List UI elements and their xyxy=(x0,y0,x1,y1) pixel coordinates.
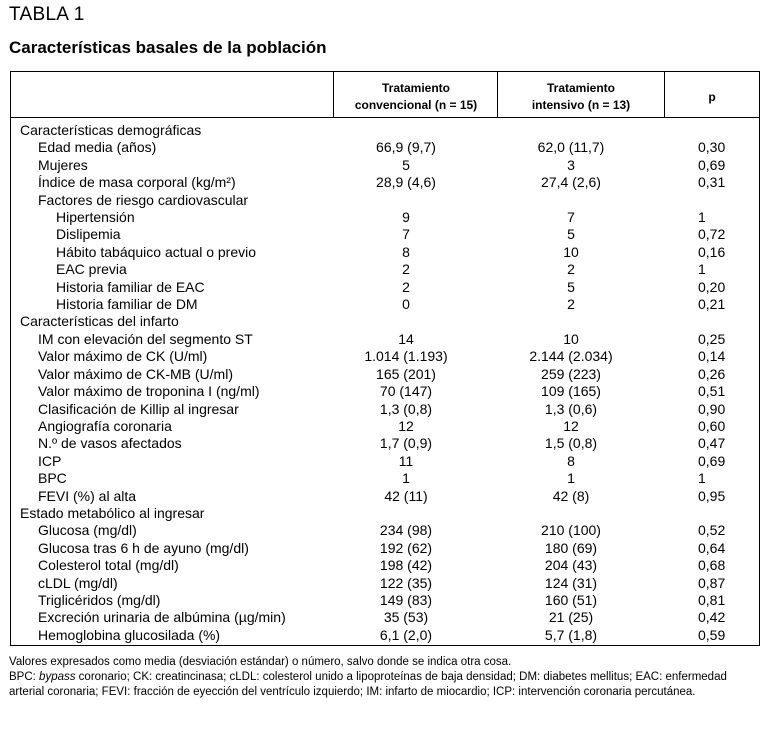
header-p: p xyxy=(708,90,716,104)
cell-p-value: 0,42 xyxy=(698,609,726,626)
cell-conventional: 42 (11) xyxy=(384,487,428,504)
header-conventional xyxy=(336,80,496,114)
row-label: Glucosa (mg/dl) xyxy=(38,522,137,539)
cell-intensive: 2.144 (2.034) xyxy=(529,348,613,365)
cell-p-value: 1 xyxy=(698,470,706,487)
cell-p-value: 0,31 xyxy=(698,174,726,191)
header-conventional-line1: Tratamiento xyxy=(381,81,450,95)
cell-conventional: 9 xyxy=(402,209,410,226)
row-label: Historia familiar de EAC xyxy=(56,278,205,295)
cell-intensive: 2 xyxy=(567,261,575,278)
table-row xyxy=(0,453,768,470)
row-label: Hábito tabáquico actual o previo xyxy=(56,243,257,260)
cell-conventional: 198 (42) xyxy=(379,557,433,574)
cell-p-value: 0,26 xyxy=(698,365,726,382)
cell-intensive: 62,0 (11,7) xyxy=(537,139,605,156)
cell-conventional: 234 (98) xyxy=(379,522,433,539)
table-row xyxy=(0,418,768,435)
cell-conventional: 192 (62) xyxy=(379,539,433,556)
table-row xyxy=(0,592,768,609)
row-label: Índice de masa corporal (kg/m²) xyxy=(38,174,236,191)
row-label: FEVI (%) al alta xyxy=(38,487,137,504)
table-footnotes xyxy=(9,655,761,700)
row-label: N.º de vasos afectados xyxy=(38,435,182,452)
cell-conventional: 1,7 (0,9) xyxy=(379,435,433,452)
table-row xyxy=(0,609,768,626)
row-label: Hipertensión xyxy=(56,209,135,226)
cell-p-value: 0,81 xyxy=(698,591,726,608)
cell-conventional: 66,9 (9,7) xyxy=(376,139,436,156)
cell-conventional: 165 (201) xyxy=(376,365,436,382)
row-label: Edad media (años) xyxy=(38,139,157,156)
cell-conventional: 122 (35) xyxy=(379,574,433,591)
header-intensive-line2: intensivo (n = 13) xyxy=(531,98,631,112)
table-row xyxy=(0,279,768,296)
table-row xyxy=(0,331,768,348)
cell-conventional: 5 xyxy=(402,156,410,173)
table-label: TABLA 1 xyxy=(9,4,85,25)
cell-intensive: 10 xyxy=(563,330,579,347)
cell-intensive: 160 (51) xyxy=(544,591,598,608)
cell-p-value: 0,69 xyxy=(698,452,726,469)
table-row xyxy=(0,192,768,209)
cell-p-value: 1 xyxy=(698,261,706,278)
cell-intensive: 7 xyxy=(567,209,575,226)
table-row xyxy=(0,348,768,365)
table-row xyxy=(0,366,768,383)
cell-conventional: 35 (53) xyxy=(383,609,429,626)
cell-p-value: 0,69 xyxy=(698,156,726,173)
cell-conventional: 14 xyxy=(398,330,414,347)
row-label: Colesterol total (mg/dl) xyxy=(38,557,179,574)
header-bottom-rule xyxy=(10,117,760,118)
footnote-italic: bypass xyxy=(39,671,76,683)
table-row xyxy=(0,383,768,400)
header-divider-2 xyxy=(497,71,498,117)
header-divider-3 xyxy=(664,71,665,117)
cell-intensive: 5,7 (1,8) xyxy=(544,626,598,643)
table-body xyxy=(0,122,768,644)
cell-intensive: 21 (25) xyxy=(548,609,594,626)
header-divider-1 xyxy=(333,71,334,117)
table-row xyxy=(0,435,768,452)
cell-intensive: 12 xyxy=(563,417,579,434)
header-conventional-line2: convencional (n = 15) xyxy=(354,98,478,112)
row-label: Historia familiar de DM xyxy=(56,296,198,313)
cell-intensive: 210 (100) xyxy=(541,522,601,539)
cell-p-value: 1 xyxy=(698,209,706,226)
cell-intensive: 10 xyxy=(563,243,579,260)
cell-intensive: 124 (31) xyxy=(544,574,598,591)
cell-intensive: 259 (223) xyxy=(541,365,601,382)
table-row xyxy=(0,261,768,278)
cell-conventional: 1,3 (0,8) xyxy=(379,400,433,417)
table-row xyxy=(0,505,768,522)
cell-p-value: 0,64 xyxy=(698,539,726,556)
table-row xyxy=(0,157,768,174)
row-label: Glucosa tras 6 h de ayuno (mg/dl) xyxy=(38,539,249,556)
cell-intensive: 5 xyxy=(567,226,575,243)
row-label: Estado metabólico al ingresar xyxy=(20,504,205,521)
row-label: Angiografía coronaria xyxy=(38,417,172,434)
table-row xyxy=(0,540,768,557)
cell-p-value: 0,87 xyxy=(698,574,726,591)
table-row xyxy=(0,522,768,539)
cell-p-value: 0,16 xyxy=(698,243,726,260)
row-label: Características del infarto xyxy=(20,313,179,330)
cell-p-value: 0,14 xyxy=(698,348,726,365)
row-label: Valor máximo de troponina I (ng/ml) xyxy=(38,383,260,400)
footnote-values: Valores expresados como media (desviación estándar) o número, salvo donde se indica otra cosa. xyxy=(9,656,512,668)
cell-intensive: 1 xyxy=(567,470,575,487)
row-label: ICP xyxy=(38,452,62,469)
row-label: Hemoglobina glucosilada (%) xyxy=(38,626,221,643)
cell-p-value: 0,25 xyxy=(698,330,726,347)
table-row xyxy=(0,174,768,191)
table-row xyxy=(0,296,768,313)
cell-intensive: 8 xyxy=(567,452,575,469)
cell-p-value: 0,47 xyxy=(698,435,726,452)
cell-intensive: 27,4 (2,6) xyxy=(541,174,601,191)
cell-intensive: 5 xyxy=(567,278,575,295)
cell-p-value: 0,51 xyxy=(698,383,726,400)
cell-conventional: 12 xyxy=(398,417,414,434)
cell-intensive: 1,3 (0,6) xyxy=(544,400,598,417)
cell-intensive: 109 (165) xyxy=(541,383,601,400)
cell-p-value: 0,72 xyxy=(698,226,726,243)
row-label: IM con elevación del segmento ST xyxy=(38,330,253,347)
cell-intensive: 2 xyxy=(567,296,575,313)
row-label: EAC previa xyxy=(56,261,127,278)
cell-conventional: 2 xyxy=(402,278,410,295)
table-row xyxy=(0,488,768,505)
cell-p-value: 0,30 xyxy=(698,139,726,156)
cell-p-value: 0,20 xyxy=(698,278,726,295)
table-title: Características basales de la población xyxy=(9,38,327,57)
row-label: Triglicéridos (mg/dl) xyxy=(38,591,161,608)
cell-conventional: 11 xyxy=(398,452,414,469)
table-row xyxy=(0,209,768,226)
row-label: Características demográficas xyxy=(20,122,202,138)
cell-p-value: 0,68 xyxy=(698,557,726,574)
header-intensive xyxy=(500,80,662,114)
row-label: Valor máximo de CK-MB (U/ml) xyxy=(38,365,233,382)
table-row xyxy=(0,139,768,156)
cell-p-value: 0,52 xyxy=(698,522,726,539)
row-label: BPC xyxy=(38,470,67,487)
footnote-prefix: BPC: xyxy=(9,671,40,683)
cell-conventional: 28,9 (4,6) xyxy=(376,174,436,191)
cell-p-value: 0,60 xyxy=(698,417,726,434)
table-row xyxy=(0,244,768,261)
cell-intensive: 1,5 (0,8) xyxy=(544,435,598,452)
footnote-rest: coronario; CK: creatincinasa; cLDL: colesterol unido a lipoproteínas de baja densidad; DM: diabetes mellitus; EAC: enfermedad arterial coronaria; FEVI: fracción de eyección del ventrículo izquierdo; IM: infarto de miocardio; ICP: intervención coronaria percutánea. xyxy=(9,671,727,698)
header-intensive-line1: Tratamiento xyxy=(546,81,615,95)
row-label: Factores de riesgo cardiovascular xyxy=(38,191,249,208)
cell-conventional: 1.014 (1.193) xyxy=(364,348,448,365)
table-row xyxy=(0,226,768,243)
table-row xyxy=(0,557,768,574)
cell-p-value: 0,21 xyxy=(698,296,726,313)
table-row xyxy=(0,313,768,330)
cell-intensive: 3 xyxy=(567,156,575,173)
cell-p-value: 0,90 xyxy=(698,400,726,417)
table-row xyxy=(0,575,768,592)
row-label: Mujeres xyxy=(38,156,88,173)
cell-conventional: 0 xyxy=(402,296,410,313)
cell-conventional: 7 xyxy=(402,226,410,243)
cell-conventional: 70 (147) xyxy=(379,383,433,400)
row-label: Excreción urinaria de albúmina (µg/min) xyxy=(38,609,286,626)
footnote-abbreviations xyxy=(9,670,761,700)
cell-conventional: 6,1 (2,0) xyxy=(379,626,433,643)
cell-conventional: 1 xyxy=(402,470,410,487)
cell-p-value: 0,95 xyxy=(698,487,726,504)
table-row xyxy=(0,122,768,139)
table-row xyxy=(0,470,768,487)
row-label: Valor máximo de CK (U/ml) xyxy=(38,348,208,365)
cell-conventional: 8 xyxy=(402,243,410,260)
row-label: Clasificación de Killip al ingresar xyxy=(38,400,239,417)
cell-conventional: 149 (83) xyxy=(379,591,433,608)
cell-intensive: 204 (43) xyxy=(544,557,598,574)
cell-p-value: 0,59 xyxy=(698,626,726,643)
table-row xyxy=(0,627,768,644)
row-label: cLDL (mg/dl) xyxy=(38,574,118,591)
cell-intensive: 180 (69) xyxy=(544,539,598,556)
table-row xyxy=(0,401,768,418)
cell-intensive: 42 (8) xyxy=(552,487,590,504)
row-label: Dislipemia xyxy=(56,226,121,243)
cell-conventional: 2 xyxy=(402,261,410,278)
